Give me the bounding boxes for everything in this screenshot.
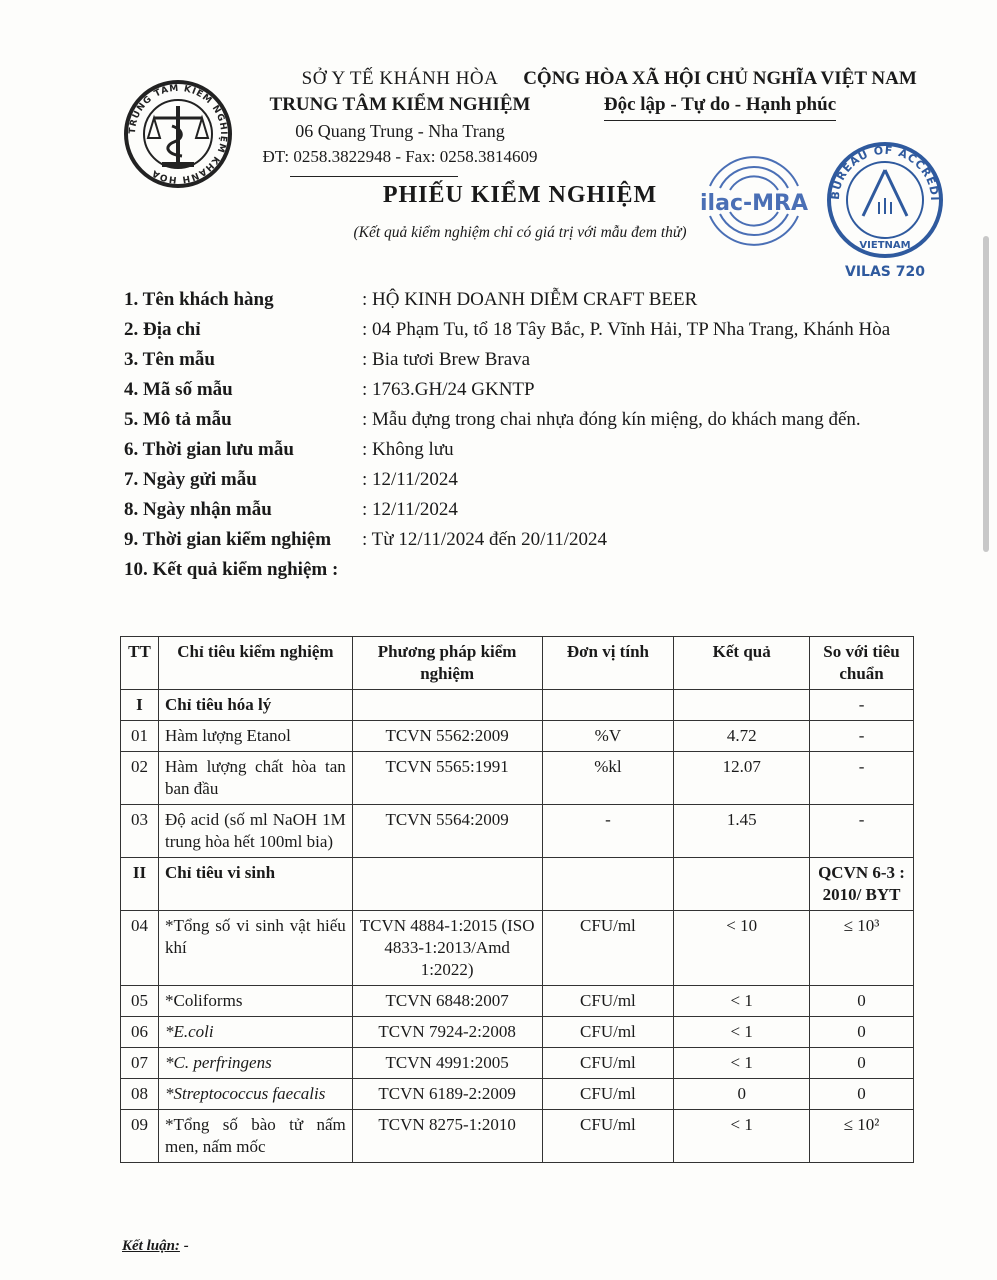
cell-result: 1.45	[674, 805, 810, 858]
nation-motto: Độc lập - Tự do - Hạnh phúc	[604, 92, 836, 121]
info-label: 1. Tên khách hàng	[124, 289, 274, 310]
svg-text:VIETNAM: VIETNAM	[859, 240, 911, 251]
cell-criteria: Hàm lượng Etanol	[158, 721, 352, 752]
cell-unit: CFU/ml	[542, 1110, 674, 1163]
cell-tt: 05	[121, 986, 159, 1017]
cell-criteria: Độ acid (số ml NaOH 1M trung hòa hết 100ml bia)	[158, 805, 352, 858]
table-row	[121, 721, 914, 752]
cell-unit: %kl	[542, 752, 674, 805]
info-label: 9. Thời gian kiểm nghiệm	[124, 529, 332, 550]
results-table	[120, 636, 914, 1163]
cell-tt: 02	[121, 752, 159, 805]
cell-tt: 03	[121, 805, 159, 858]
info-label: 5. Mô tả mẫu	[124, 409, 232, 430]
cell-result: 12.07	[674, 752, 810, 805]
cell-tt: 09	[121, 1110, 159, 1163]
table-row	[121, 1048, 914, 1079]
cell-criteria: *Streptococcus faecalis	[158, 1079, 352, 1110]
table-row	[121, 1079, 914, 1110]
cell-standard: 0	[810, 1017, 914, 1048]
cell-method: TCVN 4991:2005	[352, 1048, 542, 1079]
cell-method: TCVN 8275-1:2010	[352, 1110, 542, 1163]
cell-tt: 06	[121, 1017, 159, 1048]
org-line1: SỞ Y TẾ KHÁNH HÒA	[301, 68, 499, 89]
conclusion-label: Kết luận:	[122, 1238, 180, 1254]
table-row	[121, 752, 914, 805]
info-value: : HỘ KINH DOANH DIỄM CRAFT BEER	[362, 289, 698, 310]
info-value: : Mẫu đựng trong chai nhựa đóng kín miệng, do khách mang đến.	[362, 409, 861, 430]
cell-criteria: *C. perfringens	[158, 1048, 352, 1079]
table-row	[121, 805, 914, 858]
svg-text:VILAS 720: VILAS 720	[845, 264, 925, 280]
info-value: : Không lưu	[362, 439, 454, 460]
info-label: 4. Mã số mẫu	[124, 379, 233, 400]
document-title: PHIẾU KIỂM NGHIỆM	[382, 182, 658, 208]
cell-result: 4.72	[674, 721, 810, 752]
table-row	[121, 911, 914, 986]
info-value: : 12/11/2024	[362, 469, 458, 490]
center-seal-logo	[122, 78, 234, 195]
sample-info	[124, 285, 924, 580]
svg-text:TRUNG TÂM KIỂM NGHIỆM KHÁNH HÒ: TRUNG TÂM KIỂM NGHIỆM KHÁNH HÒA	[127, 83, 229, 185]
cell-result: 0	[674, 1079, 810, 1110]
table-row	[121, 986, 914, 1017]
info-row	[124, 555, 924, 580]
cell-method: TCVN 7924-2:2008	[352, 1017, 542, 1048]
cell-tt: 01	[121, 721, 159, 752]
cell-unit: CFU/ml	[542, 911, 674, 986]
cell-tt: II	[121, 858, 159, 911]
info-row	[124, 405, 924, 435]
header-standard: So với tiêu chuẩn	[810, 637, 914, 690]
cell-standard: -	[810, 721, 914, 752]
conclusion-value: -	[183, 1238, 189, 1254]
cell-unit: -	[542, 805, 674, 858]
info-label: 7. Ngày gửi mẫu	[124, 469, 257, 490]
cell-criteria: *E.coli	[158, 1017, 352, 1048]
cell-criteria: *Tổng số bào tử nấm men, nấm mốc	[158, 1110, 352, 1163]
cell-standard: -	[810, 690, 914, 721]
cell-unit	[542, 690, 674, 721]
table-header-row	[121, 637, 914, 690]
info-value: : 1763.GH/24 GKNTP	[362, 379, 535, 400]
cell-method: TCVN 5565:1991	[352, 752, 542, 805]
cell-result: < 1	[674, 1048, 810, 1079]
cell-unit: CFU/ml	[542, 1079, 674, 1110]
org-phone-fax: ĐT: 0258.3822948 - Fax: 0258.3814609	[262, 147, 538, 166]
info-row	[124, 315, 924, 345]
cell-criteria: Chỉ tiêu hóa lý	[158, 690, 352, 721]
cell-result: < 1	[674, 1017, 810, 1048]
cell-method: TCVN 6189-2:2009	[352, 1079, 542, 1110]
cell-tt: 07	[121, 1048, 159, 1079]
cell-criteria: *Coliforms	[158, 986, 352, 1017]
nation-line1: CỘNG HÒA XÃ HỘI CHỦ NGHĨA VIỆT NAM	[523, 68, 917, 89]
cell-tt: 08	[121, 1079, 159, 1110]
info-row	[124, 285, 924, 315]
info-value: : 04 Phạm Tu, tổ 18 Tây Bắc, P. Vĩnh Hải, TP Nha Trang, Khánh Hòa	[362, 319, 891, 340]
table-section-row	[121, 858, 914, 911]
info-row	[124, 345, 924, 375]
info-row	[124, 435, 924, 465]
cell-method: TCVN 5564:2009	[352, 805, 542, 858]
cell-standard: -	[810, 752, 914, 805]
cell-standard: ≤ 10³	[810, 911, 914, 986]
table-row	[121, 1017, 914, 1048]
cell-criteria: Chỉ tiêu vi sinh	[158, 858, 352, 911]
info-label: 8. Ngày nhận mẫu	[124, 499, 272, 520]
cell-unit	[542, 858, 674, 911]
info-label: 2. Địa chỉ	[124, 319, 201, 340]
header-method: Phương pháp kiểm nghiệm	[352, 637, 542, 690]
cell-unit: CFU/ml	[542, 986, 674, 1017]
conclusion	[122, 1238, 189, 1255]
info-value	[362, 555, 924, 561]
info-row	[124, 525, 924, 555]
cell-tt: I	[121, 690, 159, 721]
header-criteria: Chỉ tiêu kiểm nghiệm	[158, 637, 352, 690]
cell-result: < 10	[674, 911, 810, 986]
cell-result	[674, 858, 810, 911]
table-section-row	[121, 690, 914, 721]
org-line2: TRUNG TÂM KIỂM NGHIỆM	[269, 94, 531, 115]
cell-standard: QCVN 6-3 : 2010/ BYT	[810, 858, 914, 911]
info-value: : Từ 12/11/2024 đến 20/11/2024	[362, 529, 607, 550]
cell-result: < 1	[674, 986, 810, 1017]
info-label: 10. Kết quả kiểm nghiệm :	[124, 559, 339, 580]
cell-unit: %V	[542, 721, 674, 752]
info-value: : 12/11/2024	[362, 499, 458, 520]
cell-method: TCVN 4884-1:2015 (ISO 4833-1:2013/Amd 1:2022)	[352, 911, 542, 986]
cell-standard: ≤ 10²	[810, 1110, 914, 1163]
cell-result: < 1	[674, 1110, 810, 1163]
info-row	[124, 375, 924, 405]
cell-criteria: Hàm lượng chất hòa tan ban đầu	[158, 752, 352, 805]
org-address: 06 Quang Trung - Nha Trang	[295, 121, 505, 141]
cell-criteria: *Tổng số vi sinh vật hiếu khí	[158, 911, 352, 986]
header-result: Kết quả	[674, 637, 810, 690]
cell-standard: 0	[810, 1048, 914, 1079]
info-row	[124, 495, 924, 525]
cell-standard: 0	[810, 986, 914, 1017]
info-label: 6. Thời gian lưu mẫu	[124, 439, 294, 460]
header-unit: Đơn vị tính	[542, 637, 674, 690]
info-row	[124, 465, 924, 495]
vilas-accreditation-logo	[825, 140, 945, 285]
cell-method	[352, 858, 542, 911]
header-divider	[290, 176, 458, 177]
svg-text:BUREAU OF ACCREDITATION: BUREAU OF ACCREDI	[828, 143, 942, 202]
info-value: : Bia tươi Brew Brava	[362, 349, 531, 370]
cell-method: TCVN 5562:2009	[352, 721, 542, 752]
cell-method	[352, 690, 542, 721]
document-subtitle: (Kết quả kiểm nghiệm chỉ có giá trị với mẫu đem thử)	[353, 224, 687, 241]
table-row	[121, 1110, 914, 1163]
vertical-scrollbar[interactable]	[983, 236, 989, 552]
cell-standard: -	[810, 805, 914, 858]
nation-header	[515, 66, 925, 121]
cell-tt: 04	[121, 911, 159, 986]
cell-unit: CFU/ml	[542, 1017, 674, 1048]
svg-text:ilac-MRA: ilac-MRA	[700, 191, 808, 216]
info-label: 3. Tên mẫu	[124, 349, 215, 370]
header-tt: TT	[121, 637, 159, 690]
cell-standard: 0	[810, 1079, 914, 1110]
cell-method: TCVN 6848:2007	[352, 986, 542, 1017]
cell-unit: CFU/ml	[542, 1048, 674, 1079]
cell-result	[674, 690, 810, 721]
